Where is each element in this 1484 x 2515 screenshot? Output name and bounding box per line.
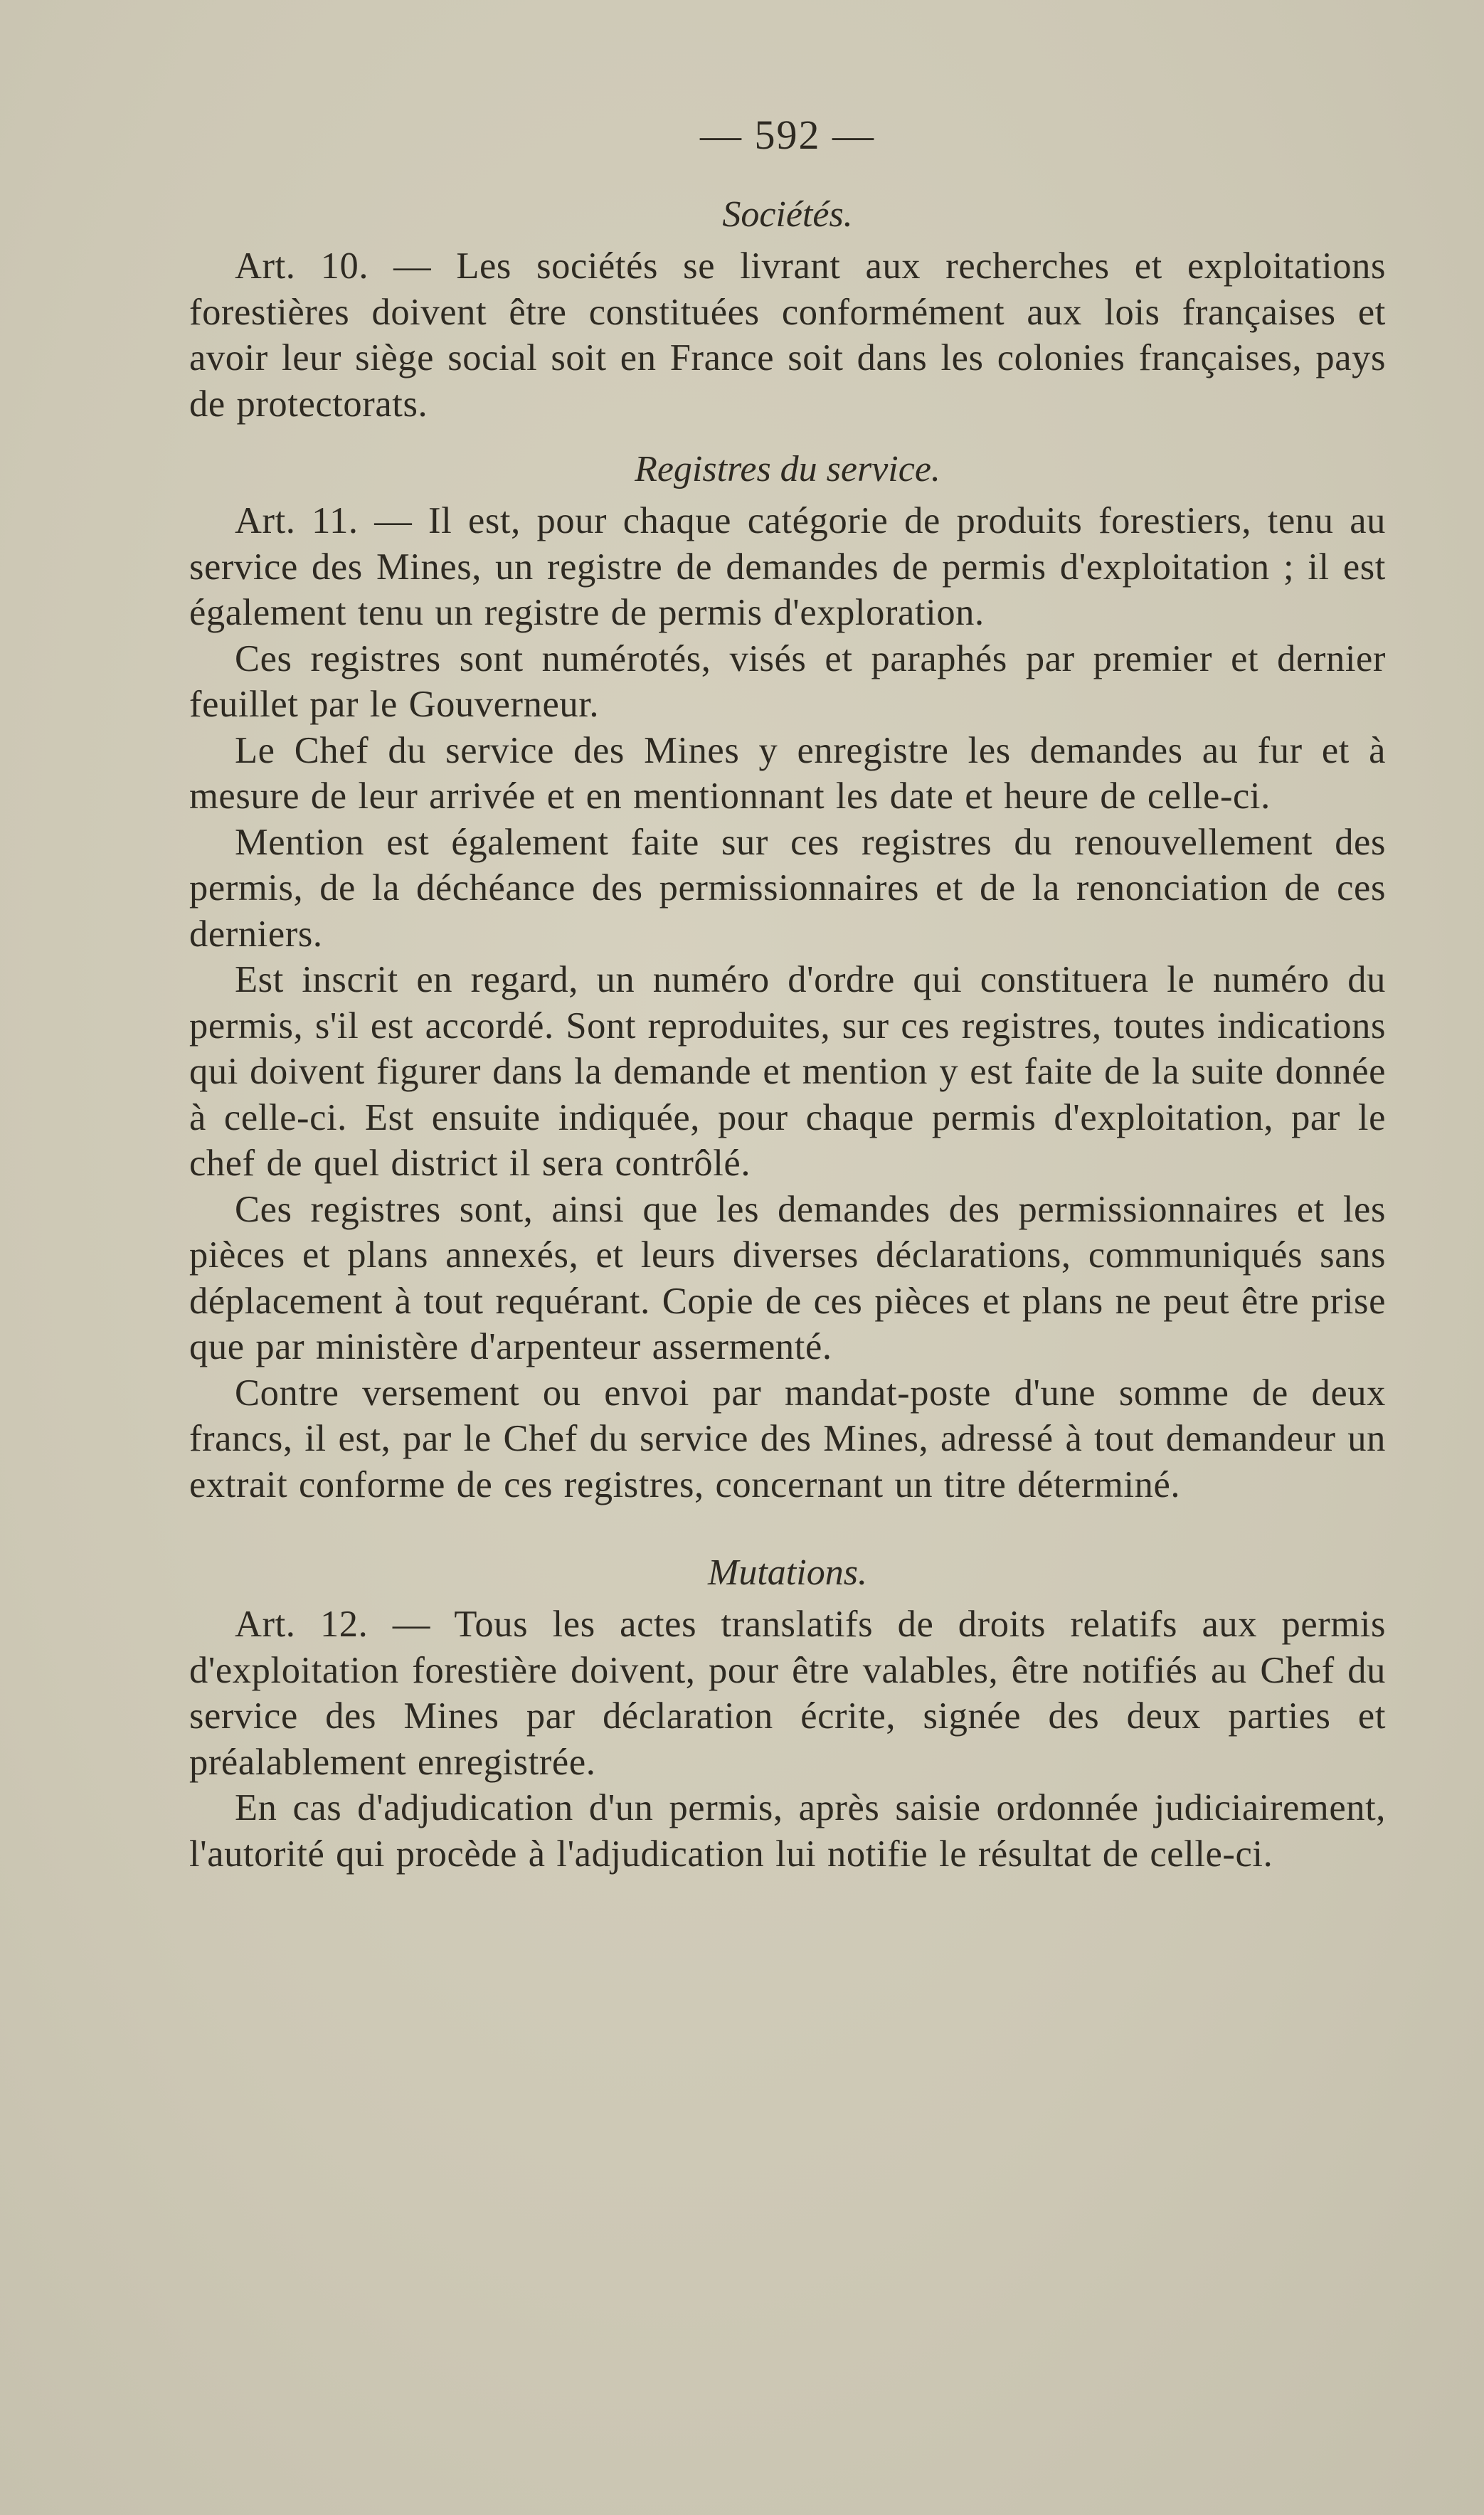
paragraph: Contre versement ou envoi par mandat-poste d'une somme de deux francs, il est, par le Chef du service des Mines, adressé à tout demandeur un extrait conforme de ces registres, concernant un titre déterminé. <box>189 1372 1386 1505</box>
section-title: Registres du service. <box>635 449 940 489</box>
paragraph: Ces registres sont numérotés, visés et paraphés par premier et dernier feuillet par le Gouverneur. <box>189 637 1386 725</box>
article-11-paragraph: Art. 11. — Il est, pour chaque catégorie de produits forestiers, tenu au service des Mines, un registre de demandes de permis d'exploitation ; il est également tenu un registre de permis d'exploration. <box>189 500 1386 633</box>
text-column <box>189 107 1386 1897</box>
paragraph: Ces registres sont, ainsi que les demandes des permissionnaires et les pièces et plans annexés, et leurs diverses déclarations, communiqués sans déplacement à tout requérant. Copie de ces pièces et plans ne peut être prise que par ministère d'arpenteur assermenté. <box>189 1188 1386 1367</box>
paragraph: En cas d'adjudication d'un permis, après saisie ordonnée judiciairement, l'autorité qui procède à l'adjudication lui notifie le résultat de celle-ci. <box>189 1787 1386 1875</box>
page-number: — 592 — <box>700 112 875 158</box>
section-title: Sociétés. <box>722 194 853 235</box>
section-societes <box>189 192 1386 427</box>
section-registres <box>189 447 1386 1508</box>
section-mutations <box>189 1550 1386 1877</box>
section-title: Mutations. <box>708 1552 867 1593</box>
article-10-paragraph: Art. 10. — Les sociétés se livrant aux recherches et exploitations forestières doivent être constituées conformément aux lois françaises et avoir leur siège social soit en France soit dans les colonies françaises, pays de protectorats. <box>189 245 1386 425</box>
paragraph: Est inscrit en regard, un numéro d'ordre qui constituera le numéro du permis, s'il est accordé. Sont reproduites, sur ces registres, toutes indications qui doivent figurer dans la demande et mention y est faite de la suite donnée à celle-ci. Est ensuite indiquée, pour chaque permis d'exploitation, par le chef de quel district il sera contrôlé. <box>189 959 1386 1184</box>
paragraph: Mention est également faite sur ces registres du renouvellement des permis, de la déchéance des permissionnaires et de la renonciation de ces derniers. <box>189 821 1386 955</box>
article-12-paragraph: Art. 12. — Tous les actes translatifs de droits relatifs aux permis d'exploitation forestière doivent, pour être valables, être notifiés au Chef du service des Mines par déclaration écrite, signée des deux parties et préalablement enregistrée. <box>189 1604 1386 1783</box>
paragraph: Le Chef du service des Mines y enregistre les demandes au fur et à mesure de leur arrivée et en mentionnant les date et heure de celle-ci. <box>189 729 1386 817</box>
